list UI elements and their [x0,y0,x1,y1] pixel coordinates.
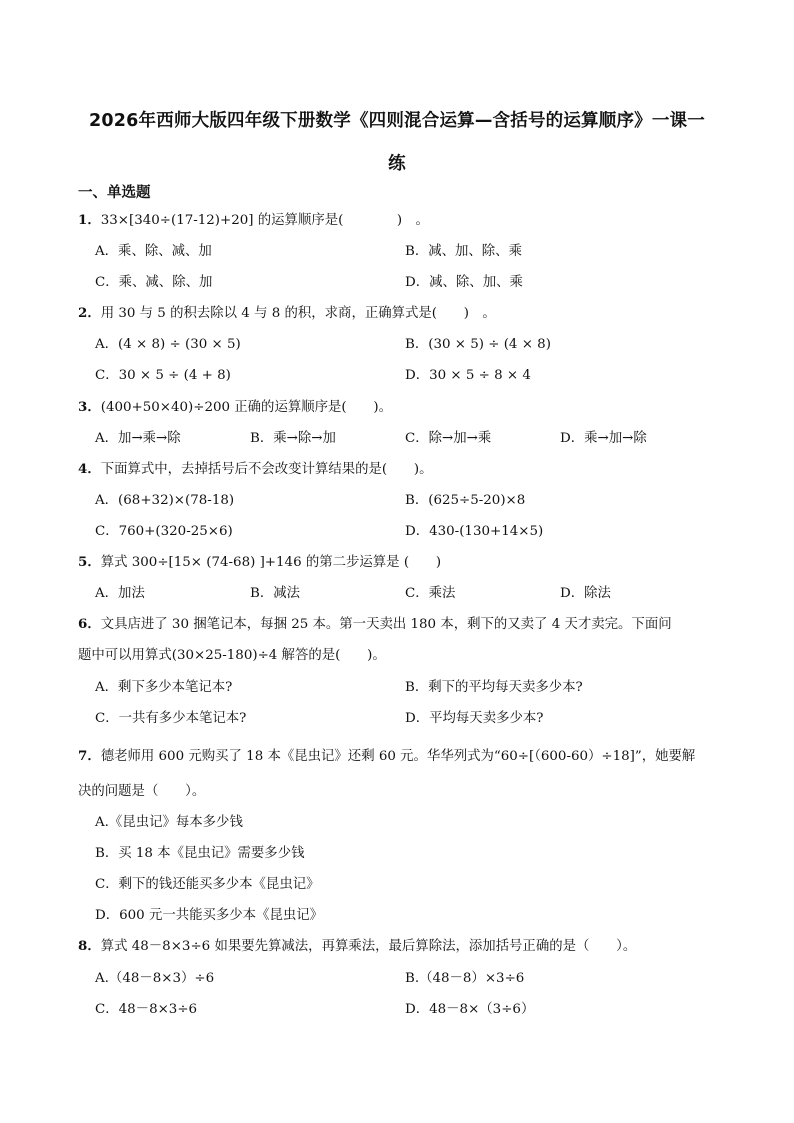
option-a: A.《昆虫记》每本多少钱 [95,815,243,830]
question-text: 文具店进了 30 捆笔记本，每捆 25 本。第一天卖出 180 本，剩下的又卖了 4 天才卖完。下面问 [100,617,672,632]
question-1 [78,209,429,228]
question-7-continued: 决的问题是（ ）。 [78,784,206,799]
question-2 [78,302,496,321]
section-heading: 一、单选题 [78,185,151,201]
option-a: A．加→乘→除 [95,431,181,446]
page-title: 2026年西师大版四年级下册数学《四则混合运算—含括号的运算顺序》一课一 [89,111,705,131]
option-b: B．(625÷5-20)×8 [405,493,526,508]
option-a: A.（48－8×3）÷6 [95,971,215,986]
question-number: 7． [78,748,101,764]
option-b: B．剩下的平均每天卖多少本? [405,680,583,695]
option-d: D．乘→加→除 [560,431,647,446]
question-number: 6． [78,616,101,632]
option-a: A．(68+32)×(78-18) [95,493,235,508]
question-text: 33×[340÷(17-12)+20] 的运算顺序是( ) 。 [100,213,429,228]
option-d: D．平均每天卖多少本? [405,711,544,726]
option-c: C．乘、减、除、加 [95,275,213,290]
option-d: D．减、除、加、乘 [405,275,523,290]
option-c: C．48－8×3÷6 [95,1002,198,1017]
option-c: C．760+(320-25×6) [95,524,233,539]
question-number: 1． [78,212,101,228]
option-b: B．减、加、除、乘 [405,244,522,259]
question-6-continued: 题中可以用算式(30×25-180)÷4 解答的是( )。 [78,648,386,663]
option-d: D．600 元一共能买多少本《昆虫记》 [95,908,324,923]
question-6 [78,613,672,632]
option-d: D．除法 [560,586,611,601]
option-d: D．48－8×（3÷6） [405,1002,535,1017]
option-b: B．买 18 本《昆虫记》需要多少钱 [95,846,305,861]
question-text: 下面算式中，去掉括号后不会改变计算结果的是( )。 [100,462,433,477]
question-7 [78,745,695,764]
option-c: C．剩下的钱还能买多少本《昆虫记》 [95,877,320,892]
option-b: B.（48－8）×3÷6 [405,971,525,986]
question-number: 8． [78,938,101,954]
option-b: B．减法 [250,586,301,601]
option-c: C．乘法 [405,586,456,601]
option-b: B．(30 × 5) ÷ (4 × 8) [405,337,551,352]
question-5 [78,551,441,570]
option-b: B．乘→除→加 [250,431,336,446]
question-text: 用 30 与 5 的积去除以 4 与 8 的积，求商，正确算式是( ) 。 [100,306,496,321]
option-c: C．30 × 5 ÷ (4 + 8) [95,368,231,383]
question-text: (400+50×40)÷200 正确的运算顺序是( )。 [100,400,393,415]
option-c: C．一共有多少本笔记本? [95,711,247,726]
question-number: 5． [78,554,101,570]
question-number: 2． [78,305,101,321]
question-text: 算式 48－8×3÷6 如果要先算减法，再算乘法，最后算除法，添加括号正确的是（ ）。 [100,939,637,954]
question-text: 算式 300÷[15× (74-68) ]+146 的第二步运算是 ( ) [100,555,442,570]
option-a: A．(4 × 8) ÷ (30 × 5) [95,337,241,352]
question-3 [78,396,392,415]
option-a: A．乘、除、减、加 [95,244,212,259]
question-number: 4． [78,461,101,477]
option-d: D．30 × 5 ÷ 8 × 4 [405,368,531,383]
question-number: 3． [78,399,101,415]
option-c: C．除→加→乘 [405,431,492,446]
page-title-continued: 练 [388,154,406,174]
option-a: A．加法 [95,586,145,601]
option-a: A．剩下多少本笔记本? [95,680,233,695]
option-d: D．430-(130+14×5) [405,524,544,539]
question-8 [78,935,636,954]
question-text: 德老师用 600 元购买了 18 本《昆虫记》还剩 60 元。华华列式为“60÷[（600-60）÷18]”，她要解 [100,749,696,764]
question-4 [78,458,433,477]
